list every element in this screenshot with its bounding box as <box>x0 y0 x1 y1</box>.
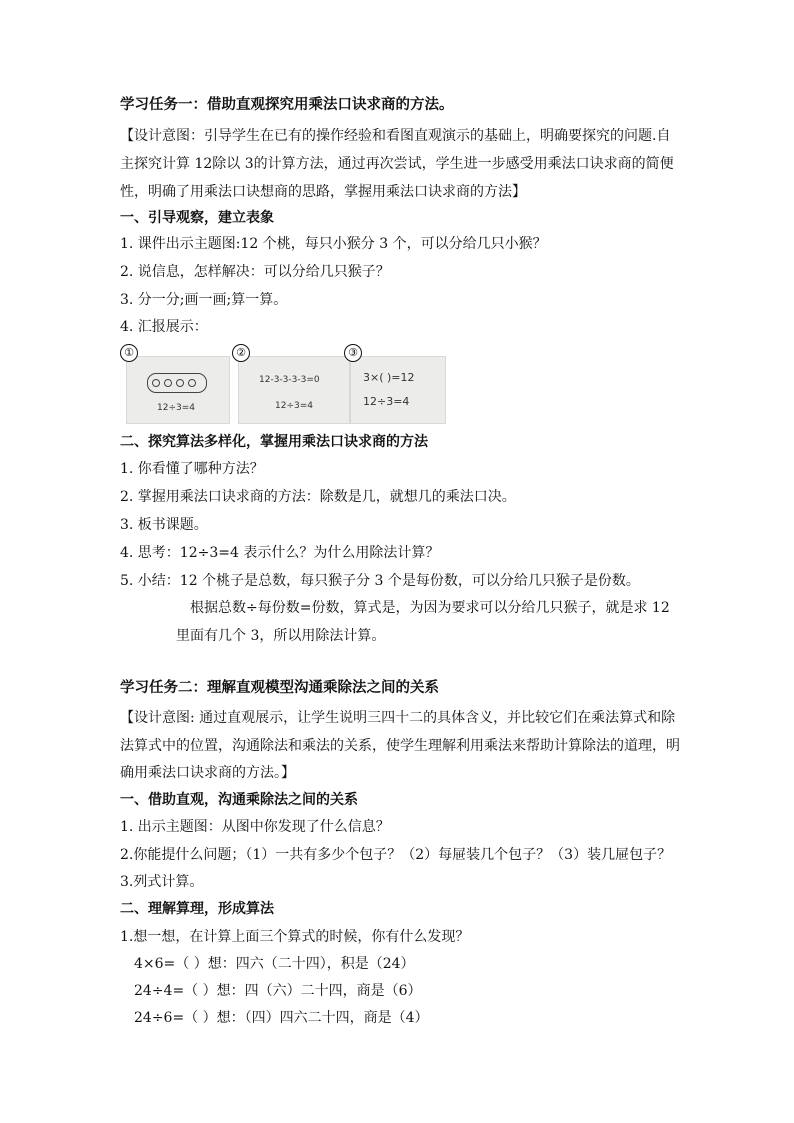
handwriting-photo-1 <box>126 356 230 424</box>
task2-section2-heading: 二、理解算理，形成算法 <box>120 901 274 917</box>
task1-section1-heading: 一、引导观察，建立表象 <box>120 210 274 226</box>
photo-number-1: ① <box>120 344 138 362</box>
task2-equation-3: 24÷6=（ ）想：（四）四六二十四，商是（4） <box>134 1010 429 1026</box>
task2-intent-line-1: 【设计意图: 通过直观展示，让学生说明三四十二的具体含义，并比较它们在乘法算式和除 <box>120 710 676 726</box>
handwriting-photo-2 <box>238 356 350 424</box>
peach-dot <box>176 379 184 387</box>
task1-section1-item-1: 1. 课件出示主题图:12 个桃，每只小猴分 3 个，可以分给几只小猴？ <box>120 236 547 252</box>
peach-dot <box>188 379 196 387</box>
task1-intent-line-2: 主探究计算 12除以 3的计算方法，通过再次尝试，学生进一步感受用乘法口诀求商的简便 <box>120 156 674 172</box>
task1-section1-item-3: 3. 分一分;画一画;算一算。 <box>120 292 288 308</box>
task1-section2-item-5: 5. 小结：12 个桃子是总数，每只猴子分 3 个是每份数，可以分给几只猴子是份数。 <box>120 573 640 589</box>
photo-2-equation-1: 12-3-3-3-3=0 <box>259 375 320 385</box>
photo-1-equation: 12÷3=4 <box>157 403 195 413</box>
photo-3-equation-1: 3×( )=12 <box>363 371 415 384</box>
task1-section2-item-3: 3. 板书课题。 <box>120 517 208 533</box>
task2-section2-item-1: 1.想一想，在计算上面三个算式的时候，你有什么发现？ <box>120 929 470 945</box>
task2-section1-heading: 一、借助直观，沟通乘除法之间的关系 <box>120 792 358 808</box>
photo-number-3: ③ <box>344 344 362 362</box>
handwriting-photo-3 <box>350 356 446 424</box>
task1-section2-item-4: 4. 思考：12÷3=4 表示什么？为什么用除法计算？ <box>120 545 440 561</box>
photo-2-equation-2: 12÷3=4 <box>275 401 313 411</box>
task2-equation-2: 24÷4=（ ）想：四（六）二十四，商是（6） <box>134 983 422 999</box>
task1-title: 学习任务一：借助直观探究用乘法口诀求商的方法。 <box>120 97 454 113</box>
task2-section1-item-3: 3.列式计算。 <box>120 874 204 890</box>
task1-section2-heading: 二、探究算法多样化，掌握用乘法口诀求商的方法 <box>120 434 428 450</box>
peach-dot <box>152 379 160 387</box>
task1-section1-item-4: 4. 汇报展示： <box>120 319 208 335</box>
task1-intent-line-1: 【设计意图：引导学生在已有的操作经验和看图直观演示的基础上，明确要探究的问题.自 <box>120 128 671 144</box>
peach-dot <box>164 379 172 387</box>
task2-section1-item-2: 2.你能提什么问题；（1）一共有多少个包子？（2）每屉装几个包子？（3）装几屉包子？ <box>120 847 672 863</box>
task1-intent-line-3: 性，明确了用乘法口诀想商的思路，掌握用乘法口诀求商的方法】 <box>120 184 526 200</box>
task2-equation-1: 4×6=（ ）想：四六（二十四），积是（24） <box>134 956 415 972</box>
task1-section1-item-2: 2. 说信息，怎样解决：可以分给几只猴子？ <box>120 264 390 280</box>
photo-3-equation-2: 12÷3=4 <box>363 395 410 408</box>
task2-intent-line-2: 法算式中的位置，沟通除法和乘法的关系，使学生理解利用乘法来帮助计算除法的道理，明 <box>120 738 680 754</box>
task1-section2-item-1: 1. 你看懂了哪种方法？ <box>120 461 264 477</box>
task2-intent-line-3: 确用乘法口诀求商的方法。】 <box>120 765 295 781</box>
task1-section2-item-2: 2. 掌握用乘法口诀求商的方法：除数是几，就想几的乘法口决。 <box>120 489 516 505</box>
task1-summary-line-1: 根据总数÷每份数=份数，算式是，为因为要求可以分给几只猴子，就是求 12 <box>190 600 670 616</box>
task2-section1-item-1: 1. 出示主题图：从图中你发现了什么信息？ <box>120 819 390 835</box>
task1-summary-line-2: 里面有几个 3，所以用除法计算。 <box>176 628 386 644</box>
photo-number-2: ② <box>232 344 250 362</box>
drawn-peach-groups <box>147 373 207 393</box>
task2-title: 学习任务二：理解直观模型沟通乘除法之间的关系 <box>120 680 439 696</box>
